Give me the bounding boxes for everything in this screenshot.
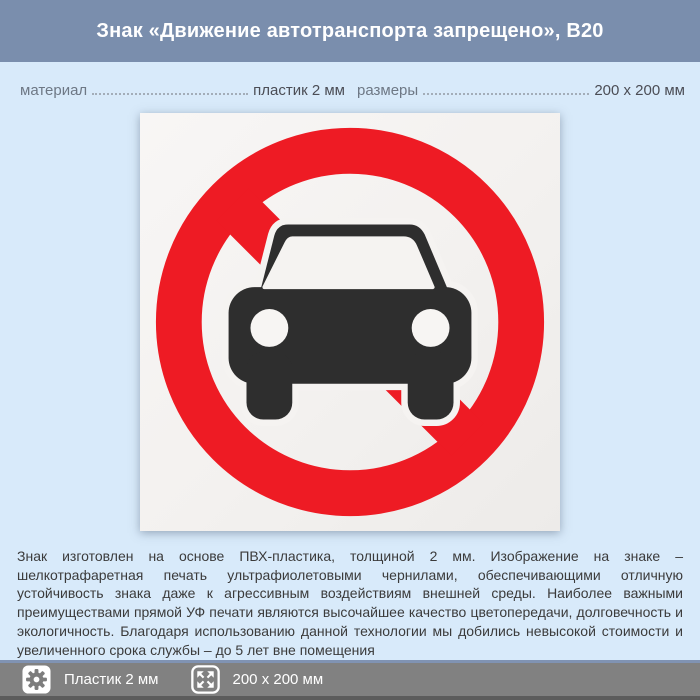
description-text: Знак изготовлен на основе ПВХ-пластика, толщиной 2 мм. Изображение на знаке – шелкотрафаретная печать ультрафиолетовыми чернилами, обеспечивающими отличную устойчивость знака даже к агрессивным воздействиям внешней среды. Наиболее важными преимуществами прямой УФ печати являются высочайшее качество цветопередачи, долговечность и экологичность. Благодаря использованию данной технологии мы добились невысокой стоимости и увеличенного срока службы – до 5 лет вне помещения [17,548,683,658]
footer-item-material [22,665,159,694]
car-headlight-left [250,309,288,347]
footer-material-label: Пластик 2 мм [64,671,159,688]
dotted-leader [423,92,589,95]
spec-size-value: 200 x 200 мм [594,82,685,99]
car-headlight-right [412,309,450,347]
header-bar [0,0,700,62]
spec-material [20,76,345,100]
footer-bar [0,660,700,700]
page-title: Знак «Движение автотранспорта запрещено», B20 [96,20,604,42]
gear-icon [22,665,51,694]
specs-row [20,76,685,100]
spec-material-value: пластик 2 мм [253,82,345,99]
footer-size-label: 200 x 200 мм [232,671,324,688]
spec-size-label: размеры [357,82,419,99]
spec-material-label: материал [20,82,88,99]
dotted-leader [92,92,248,95]
prohibition-sign-image [140,113,560,531]
footer-item-size [191,665,324,694]
spec-size [357,76,685,100]
expand-icon [191,665,220,694]
sign-plate [140,113,560,531]
car-windshield [264,238,432,287]
